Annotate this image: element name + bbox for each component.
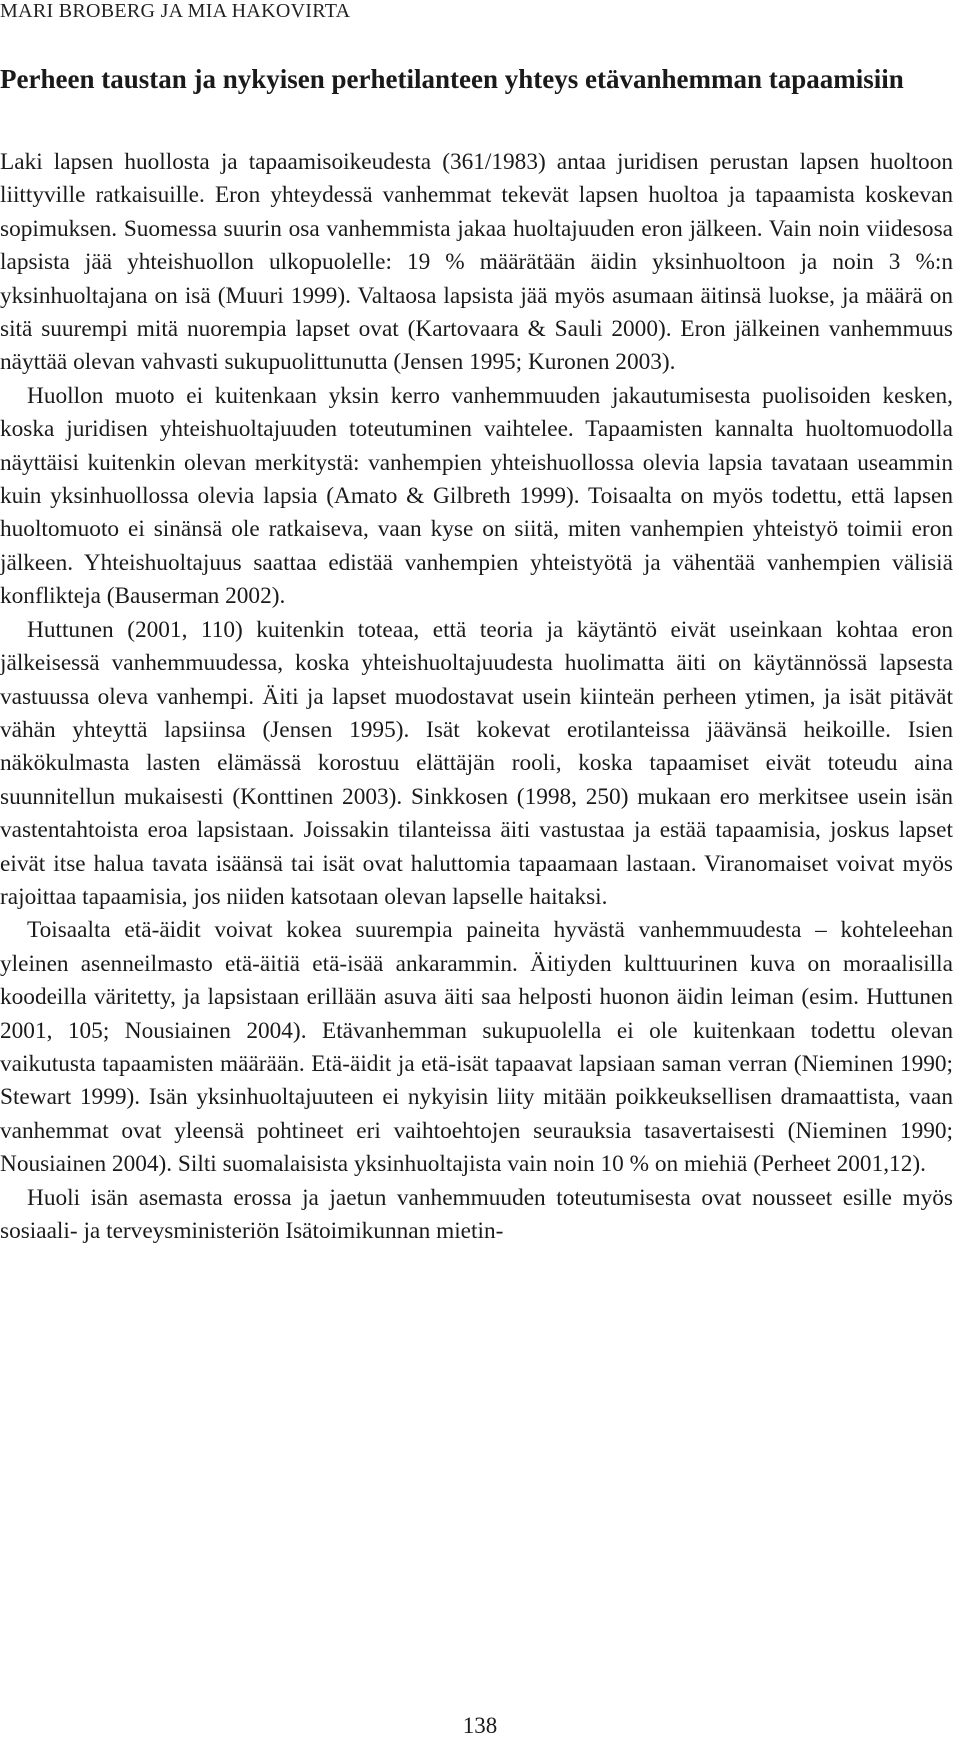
paragraph: Laki lapsen huollosta ja tapaamisoikeudesta (361/1983) antaa juridisen perustan lapsen huoltoon liittyville ratkaisuille. Eron yhteydessä vanhemmat tekevät lapsen huoltoa ja tapaamista koskevan sopimuksen. Suomessa suurin osa vanhemmista jakaa huoltajuuden eron jälkeen. Vain noin viidesosa lapsista jää yhteishuollon ulkopuolelle: 19 % määrätään äidin yksinhuoltoon ja noin 3 %:n yksinhuoltajana on isä (Muuri 1999). Valtaosa lapsista jää myös asumaan äitinsä luokse, ja määrä on sitä suurempi mitä nuorempia lapset ovat (Kartovaara & Sauli 2000). Eron jälkeinen vanhemmuus näyttää olevan vahvasti sukupuolittunutta (Jensen 1995; Kuronen 2003). [0, 149, 953, 376]
paragraph: Toisaalta etä-äidit voivat kokea suurempia paineita hyvästä vanhemmuudesta – kohteleehan yleinen asenneilmasto etä-äitiä etä-isää ankarammin. Äitiyden kulttuurinen kuva on moraalisilla koodeilla väritetty, ja lapsistaan erillään asuva äiti saa helposti huonon äidin leiman (esim. Huttunen 2001, 105; Nousiainen 2004). Etävanhemman sukupuolella ei ole kuitenkaan todettu olevan vaikutusta tapaamisten määrään. Etä-äidit ja etä-isät tapaavat lapsiaan saman verran (Nieminen 1990; Stewart 1999). Isän yksinhuoltajuuteen ei nykyisin liity mitään poikkeuksellisen dramaattista, vaan vanhemmat ovat yleensä pohtineet eri vaihtoehtojen seurauksia tasavertaisesti (Nieminen 1990; Nousiainen 2004). Silti suomalaisista yksinhuoltajista vain noin 10 % on miehiä (Perheet 2001,12). [0, 917, 953, 1178]
page-number: 138 [462, 1713, 498, 1738]
running-header: MARI BROBERG JA MIA HAKOVIRTA [0, 0, 351, 22]
paragraph: Huoli isän asemasta erossa ja jaetun vanhemmuuden toteutumisesta ovat nousseet esille myös sosiaali- ja terveysministeriön Isätoimikunnan mietin- [0, 1184, 953, 1244]
paragraph: Huollon muoto ei kuitenkaan yksin kerro vanhemmuuden jakautumisesta puolisoiden kesken, koska juridisen yhteishuoltajuuden toteutuminen vaihtelee. Tapaamisten kannalta huoltomuodolla näyttäisi kuitenkin olevan merkitystä: vanhempien yhteishuollossa olevia lapsia tavataan useammin kuin yksinhuollossa olevia lapsia (Amato & Gilbreth 1999). Toisaalta on myös todettu, että lapsen huoltomuoto ei sinänsä ole ratkaiseva, vaan kyse on siitä, miten vanhempien yhteistyö toimii eron jälkeen. Yhteishuoltajuus saattaa edistää vanhempien yhteistyötä ja vähentää vanhempien välisiä konflikteja (Bauserman 2002). [0, 382, 953, 610]
section-heading: Perheen taustan ja nykyisen perhetilanteen yhteys etävanhemman tapaamisiin [0, 64, 904, 94]
paragraph: Huttunen (2001, 110) kuitenkin toteaa, että teoria ja käytäntö eivät useinkaan kohtaa eron jälkeisessä vanhemmuudessa, koska yhteishuoltajuudesta huolimatta äiti on käytännössä lapsesta vastuussa oleva vanhempi. Äiti ja lapset muodostavat usein kiinteän perheen ytimen, ja isät pitävät vähän yhteyttä lapsiinsa (Jensen 1995). Isät kokevat erotilanteissa jäävänsä heikoille. Isien näkökulmasta lasten elämässä korostuu elättäjän rooli, koska tapaamiset eivät toteudu aina suunnitellun mukaisesti (Konttinen 2003). Sinkkosen (1998, 250) mukaan ero merkitsee usein isän vastentahtoista eroa lapsistaan. Joissakin tilanteissa äiti vastustaa ja estää tapaamisia, joskus lapset eivät itse halua tavata isäänsä tai isät ovat haluttomia tapaamaan lastaan. Viranomaiset voivat myös rajoittaa tapaamisia, jos niiden katsotaan olevan lapselle haitaksi. [0, 616, 953, 910]
body-text [0, 146, 953, 1248]
